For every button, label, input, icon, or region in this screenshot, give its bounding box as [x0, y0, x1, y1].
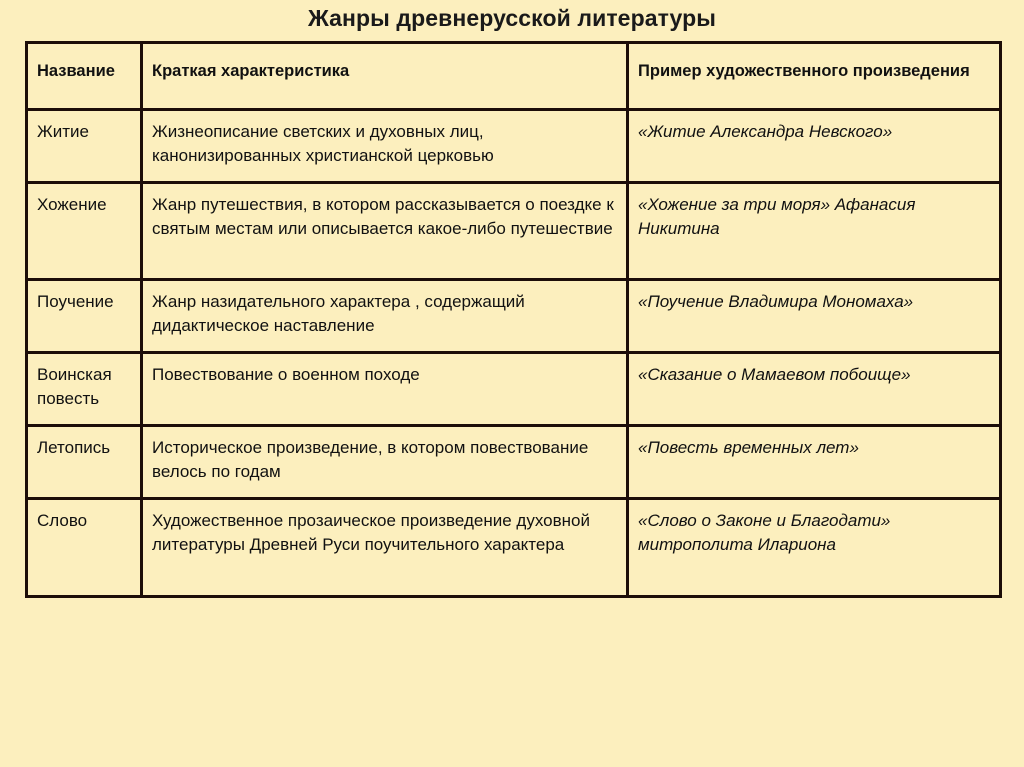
- table-header-row: [27, 43, 1001, 110]
- genre-name: Воинская повесть: [27, 353, 142, 426]
- genre-description: Повествование о военном походе: [142, 353, 628, 426]
- genre-name: Хожение: [27, 183, 142, 280]
- genre-example: «Сказание о Мамаевом побоище»: [628, 353, 1001, 426]
- genre-description: Жанр назидательного характера , содержащий дидактическое наставление: [142, 280, 628, 353]
- genre-description: Жанр путешествия, в котором рассказывается о поездке к святым местам или описывается какое-либо путешествие: [142, 183, 628, 280]
- genre-description: Историческое произведение, в котором повествование велось по годам: [142, 426, 628, 499]
- header-example: Пример художественного произведения: [628, 43, 1001, 110]
- table-row: [27, 499, 1001, 597]
- genres-table: [25, 41, 1002, 598]
- genre-example: «Хожение за три моря» Афанасия Никитина: [628, 183, 1001, 280]
- header-description: Краткая характеристика: [142, 43, 628, 110]
- page-title: Жанры древнерусской литературы: [307, 5, 717, 31]
- genre-description: Жизнеописание светских и духовных лиц, канонизированных христианской церковью: [142, 110, 628, 183]
- table-row: [27, 426, 1001, 499]
- genre-description: Художественное прозаическое произведение духовной литературы Древней Руси поучительного характера: [142, 499, 628, 597]
- table-row: [27, 110, 1001, 183]
- genre-name: Житие: [27, 110, 142, 183]
- genre-example: «Повесть временных лет»: [628, 426, 1001, 499]
- table-row: [27, 183, 1001, 280]
- genre-example: «Житие Александра Невского»: [628, 110, 1001, 183]
- genre-name: Поучение: [27, 280, 142, 353]
- table-row: [27, 353, 1001, 426]
- genre-example: «Поучение Владимира Мономаха»: [628, 280, 1001, 353]
- genre-name: Слово: [27, 499, 142, 597]
- genre-name: Летопись: [27, 426, 142, 499]
- table-row: [27, 280, 1001, 353]
- header-name: Название: [27, 43, 142, 110]
- genre-example: «Слово о Законе и Благодати» митрополита Илариона: [628, 499, 1001, 597]
